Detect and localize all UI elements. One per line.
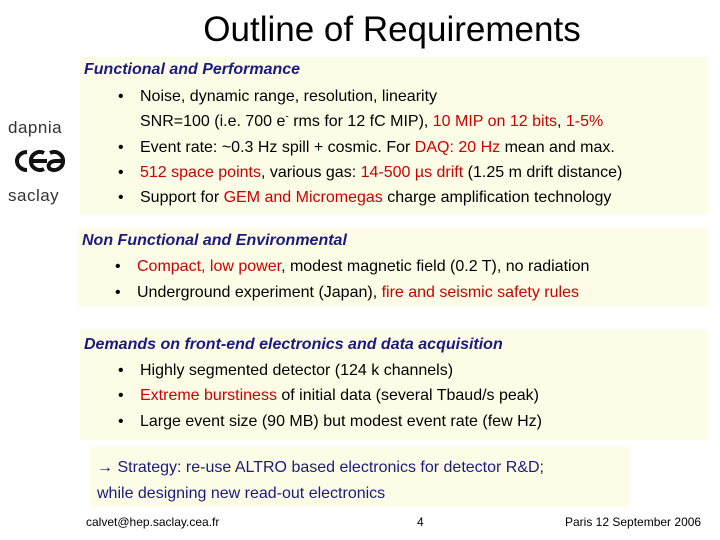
slide-title: Outline of Requirements [203, 10, 581, 49]
list-item: • Underground experiment (Japan), fire and seismic safety rules [115, 284, 579, 301]
section-heading-functional: Functional and Performance [84, 61, 301, 78]
strategy-line-2: while designing new read-out electronics [97, 485, 386, 502]
list-item: • Noise, dynamic range, resolution, linearity [118, 88, 438, 105]
list-item: • Large event size (90 MB) but modest event rate (few Hz) [118, 413, 542, 430]
list-item: • Support for GEM and Micromegas charge amplification technology [118, 189, 612, 206]
list-item: • 512 space points, various gas: 14-500 µs drift (1.25 m drift distance) [118, 164, 623, 181]
footer-page-number: 4 [417, 515, 424, 529]
strategy-line-1: → Strategy: re-use ALTRO based electronics for detector R&D; [97, 459, 544, 476]
section-heading-demands: Demands on front-end electronics and data acquisition [84, 336, 503, 353]
logo-bottom-text: saclay [8, 186, 60, 205]
list-item: • Compact, low power, modest magnetic field (0.2 T), no radiation [115, 258, 590, 275]
logo-top-text: dapnia [8, 118, 63, 137]
list-item: SNR=100 (i.e. 700 e- rms for 12 fC MIP), 10 MIP on 12 bits, 1-5% [140, 111, 604, 130]
list-item: • Event rate: ~0.3 Hz spill + cosmic. For DAQ: 20 Hz mean and max. [118, 139, 615, 156]
section-heading-nonfunctional: Non Functional and Environmental [82, 232, 347, 249]
footer-date: Paris 12 September 2006 [565, 515, 702, 529]
cea-logo-icon [10, 144, 66, 178]
list-item: • Highly segmented detector (124 k channels) [118, 362, 454, 379]
footer-email: calvet@hep.saclay.cea.fr [86, 515, 220, 529]
dapnia-cea-saclay-logo [8, 118, 70, 206]
list-item: • Extreme burstiness of initial data (several Tbaud/s peak) [118, 387, 540, 404]
